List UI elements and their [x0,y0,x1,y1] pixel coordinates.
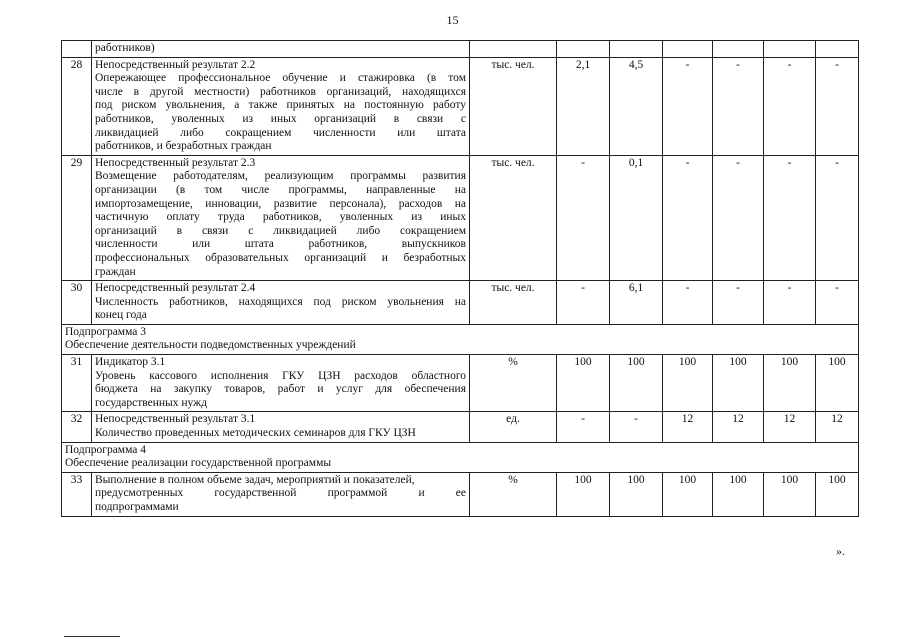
description-line: Численность работников, находящихся под риском увольнения на [95,295,466,308]
section-subtitle: Обеспечение реализации государственной программы [65,457,332,470]
value-cell: 2,1 [557,57,610,155]
value-cell [663,41,713,58]
indicator-description [92,412,470,442]
value-cell: - [764,155,816,280]
footnote-separator [64,636,120,637]
table-row [62,281,859,325]
section-title: Подпрограмма 4 [65,443,147,456]
value-cell: - [557,281,610,325]
row-number: 28 [62,57,92,155]
row-number: 30 [62,281,92,325]
section-header-row [62,324,859,354]
unit-of-measure: тыс. чел. [470,281,557,325]
value-cell: 12 [713,412,764,442]
row-number: 33 [62,472,92,516]
section-header [62,442,859,472]
indicator-title: Непосредственный результат 2.4 [95,282,256,295]
value-cell: 100 [816,472,859,516]
indicators-table [61,40,859,517]
row-number-cell [62,41,92,58]
row-number: 29 [62,155,92,280]
indicator-description [92,57,470,155]
indicator-description [92,155,470,280]
description-line: Опережающее профессиональное обучение и стажировка (в том [95,72,466,85]
description-line: граждан [95,265,136,278]
value-cell: 100 [663,472,713,516]
description-line: профессиональных образовательных организаций и безработных [95,251,466,264]
value-cell: 100 [557,355,610,412]
unit-of-measure: тыс. чел. [470,155,557,280]
value-cell: - [713,57,764,155]
value-cell [816,41,859,58]
value-cell: - [610,412,663,442]
description-line: Возмещение работодателям, реализующим программы развития [95,170,466,183]
table-row [62,355,859,412]
value-cell [557,41,610,58]
unit-of-measure: % [470,355,557,412]
value-cell: 100 [764,472,816,516]
value-cell: 12 [764,412,816,442]
value-cell: - [663,281,713,325]
indicator-title: Непосредственный результат 3.1 [95,413,256,426]
description-line: работников, и безработных граждан [95,140,272,153]
description-line: импортозамещение, инновации, развитие персонала), расходов на [95,197,466,210]
value-cell: 100 [610,355,663,412]
value-cell: 12 [816,412,859,442]
indicator-title: Непосредственный результат 2.2 [95,58,256,71]
unit-of-measure: % [470,472,557,516]
description-line: предусмотренных государственной программой и ее [95,487,466,500]
value-cell: 100 [816,355,859,412]
indicator-description [92,472,470,516]
section-subtitle: Обеспечение деятельности подведомственных учреждений [65,339,356,352]
closing-quote-mark: ». [836,544,845,558]
value-cell: - [764,57,816,155]
value-cell: 100 [713,355,764,412]
value-cell: 100 [663,355,713,412]
row-number: 31 [62,355,92,412]
section-title: Подпрограмма 3 [65,325,147,338]
description-line: Уровень кассового исполнения ГКУ ЦЗН расходов областного [95,369,466,382]
value-cell: - [816,57,859,155]
indicator-description [92,355,470,412]
unit-of-measure: тыс. чел. [470,57,557,155]
indicator-title: Индикатор 3.1 [95,356,166,369]
value-cell: - [764,281,816,325]
value-cell: - [663,155,713,280]
description-line: работников, уволенных из иных организаций в связи с [95,112,466,125]
indicator-description [92,281,470,325]
description-line: числе в другой местности) работников организаций, находящихся [95,85,466,98]
value-cell: - [713,281,764,325]
value-cell: - [557,412,610,442]
description-line: бюджета на закупку товаров, работ и услуг для обеспечения [95,383,466,396]
value-cell: 6,1 [610,281,663,325]
description-line: частичную оплату труда работников, уволенных из иных [95,211,466,224]
description-line: численности или штата работников, выпускников [95,238,466,251]
table-row [62,57,859,155]
description-line: организаций в связи с ликвидацией либо сокращением [95,224,466,237]
value-cell: 100 [764,355,816,412]
value-cell: - [663,57,713,155]
value-cell: 4,5 [610,57,663,155]
value-cell: - [816,155,859,280]
value-cell: 100 [557,472,610,516]
value-cell [713,41,764,58]
value-cell: - [816,281,859,325]
value-cell: 100 [713,472,764,516]
page-number: 15 [446,13,459,27]
value-cell: - [557,155,610,280]
unit-of-measure: ед. [470,412,557,442]
continuation-text: работников) [92,41,470,58]
description-line: государственных нужд [95,396,207,409]
description-line: под риском увольнения, а также принятых на постоянную работу [95,99,466,112]
value-cell [764,41,816,58]
value-cell: 12 [663,412,713,442]
section-header-row [62,442,859,472]
value-cell: - [713,155,764,280]
section-header [62,324,859,354]
continuation-row [62,41,859,58]
table-row [62,412,859,442]
table-row [62,155,859,280]
value-cell: 0,1 [610,155,663,280]
value-cell: 100 [610,472,663,516]
description-line: организации (в том числе программы, направленные на [95,183,466,196]
description-line: Количество проведенных методических семинаров для ГКУ ЦЗН [95,427,416,440]
indicator-title: Выполнение в полном объеме задач, мероприятий и показателей, [95,473,415,486]
row-number: 32 [62,412,92,442]
table-body [62,41,859,517]
indicator-title: Непосредственный результат 2.3 [95,156,256,169]
description-line: конец года [95,309,147,322]
value-cell [610,41,663,58]
description-line: подпрограммами [95,501,179,513]
description-line: ликвидацией либо сокращением численности или штата [95,126,466,139]
unit-cell [470,41,557,58]
table-row [62,472,859,516]
